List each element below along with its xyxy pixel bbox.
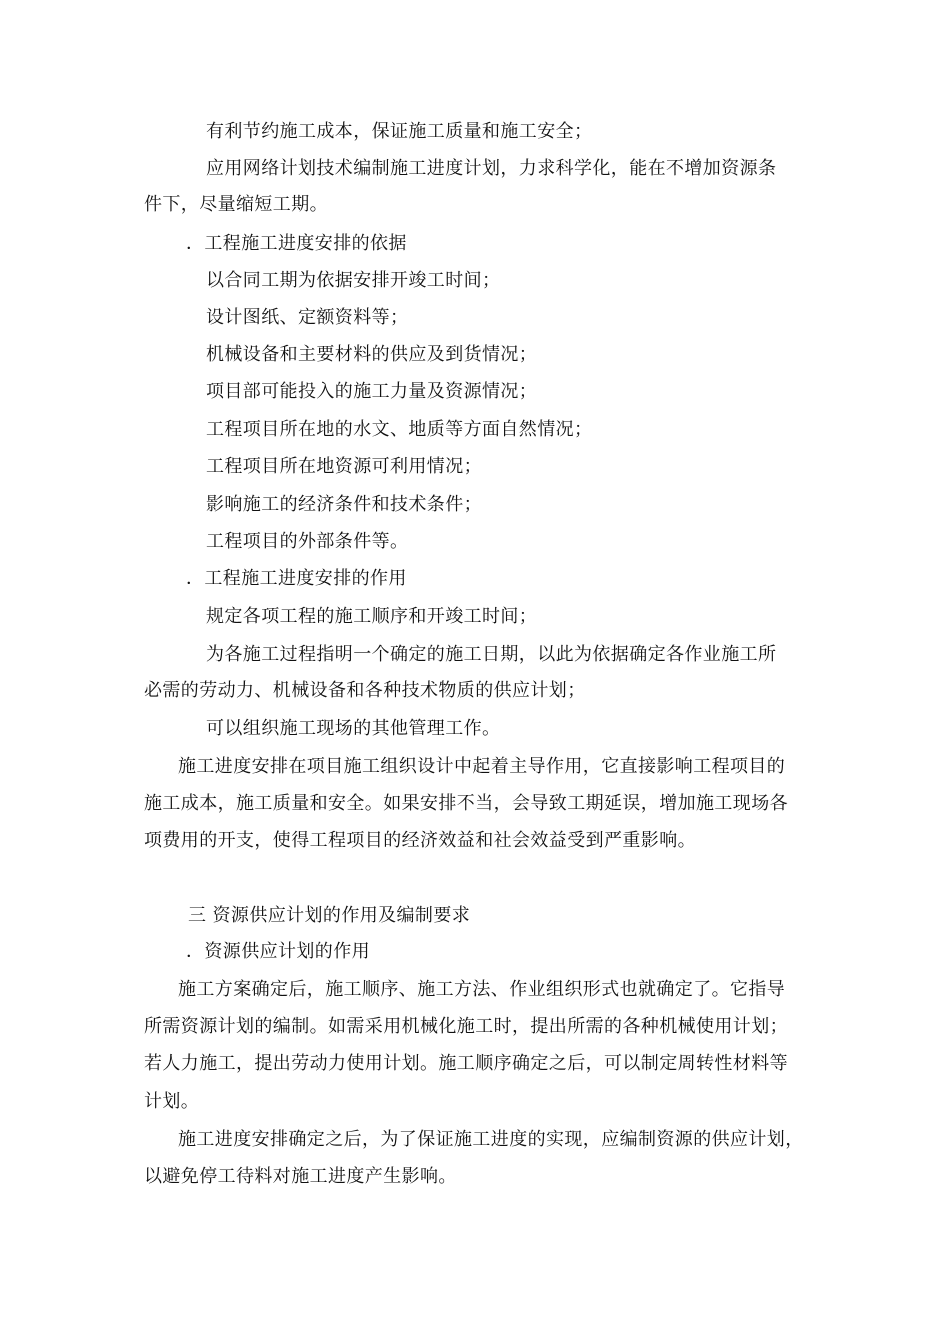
text-line: 件下，尽量缩短工期。 — [144, 194, 328, 215]
list-item: 影响施工的经济条件和技术条件； — [206, 494, 482, 515]
list-item: 设计图纸、定额资料等； — [206, 307, 409, 328]
list-item: 工程项目所在地资源可利用情况； — [206, 456, 482, 477]
paragraph-line: 施工方案确定后，施工顺序、施工方法、作业组织形式也就确定了。它指导 — [178, 979, 786, 1000]
paragraph-line: 施工进度安排在项目施工组织设计中起着主导作用，它直接影响工程项目的 — [178, 756, 786, 777]
list-item: 机械设备和主要材料的供应及到货情况； — [206, 344, 538, 365]
paragraph-line: 项费用的开支，使得工程项目的经济效益和社会效益受到严重影响。 — [144, 830, 696, 851]
list-item: 项目部可能投入的施工力量及资源情况； — [206, 381, 538, 402]
paragraph-line: 施工成本，施工质量和安全。如果安排不当，会导致工期延误，增加施工现场各 — [144, 793, 788, 814]
paragraph-line: 若人力施工，提出劳动力使用计划。施工顺序确定之后，可以制定周转性材料等 — [144, 1053, 788, 1074]
paragraph-line: 所需资源计划的编制。如需采用机械化施工时，提出所需的各种机械使用计划； — [144, 1016, 788, 1037]
list-item: 以合同工期为依据安排开竣工时间； — [206, 270, 501, 291]
paragraph-line: 施工进度安排确定之后，为了保证施工进度的实现，应编制资源的供应计划， — [178, 1129, 804, 1150]
list-item: 工程项目的外部条件等。 — [206, 531, 409, 552]
text-line: 应用网络计划技术编制施工进度计划，力求科学化，能在不增加资源条 — [206, 158, 777, 179]
list-item: 为各施工过程指明一个确定的施工日期，以此为依据确定各作业施工所 — [206, 644, 777, 665]
paragraph-line: 以避免停工待料对施工进度产生影响。 — [144, 1166, 457, 1187]
text-line: 有利节约施工成本，保证施工质量和施工安全； — [206, 121, 593, 142]
section-heading: 三 资源供应计划的作用及编制要求 — [188, 905, 471, 926]
list-item: 规定各项工程的施工顺序和开竣工时间； — [206, 606, 538, 627]
subheading: ．工程施工进度安排的作用 — [186, 568, 407, 589]
text-line: 必需的劳动力、机械设备和各种技术物质的供应计划； — [144, 680, 586, 701]
paragraph-line: 计划。 — [144, 1091, 200, 1112]
list-item: 可以组织施工现场的其他管理工作。 — [206, 718, 501, 739]
subheading: ．工程施工进度安排的依据 — [186, 233, 407, 254]
list-item: 工程项目所在地的水文、地质等方面自然情况； — [206, 419, 593, 440]
subheading: ．资源供应计划的作用 — [186, 941, 370, 962]
